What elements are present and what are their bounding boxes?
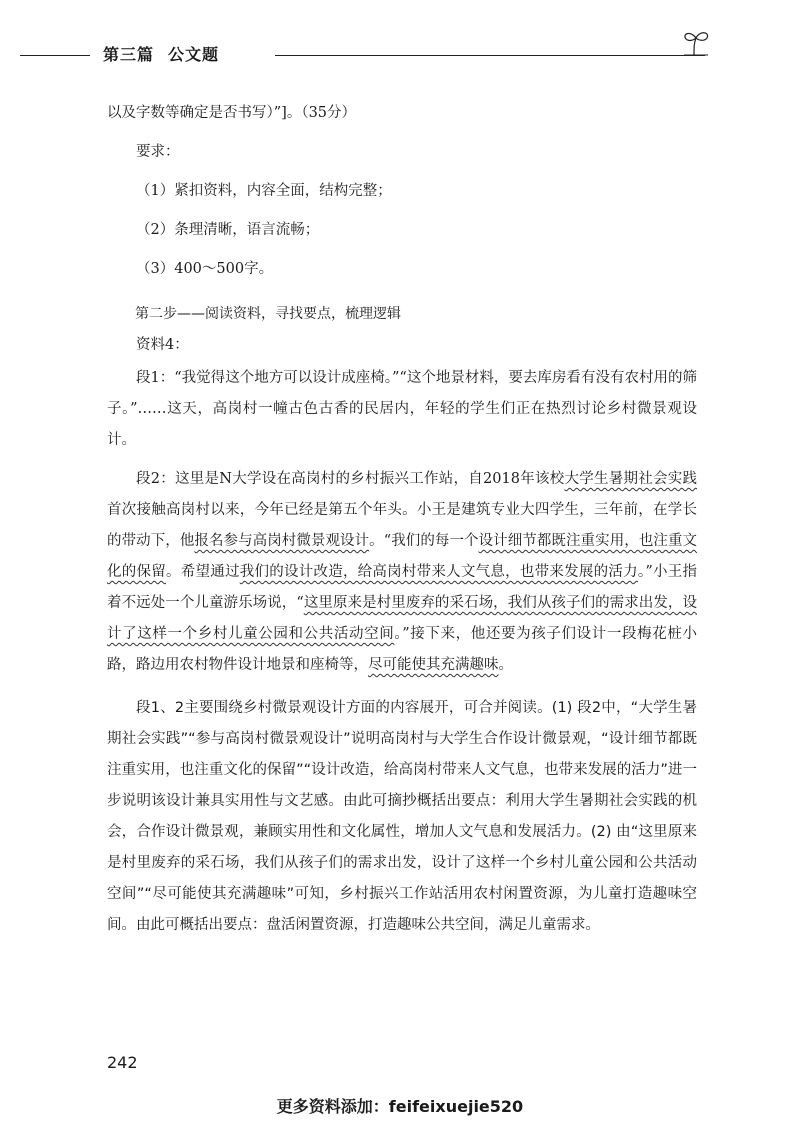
para2-underlined: 我们的设计改造，给高岗村带来人文气息，也带来发展的活力 xyxy=(239,564,638,580)
paragraph-2 xyxy=(107,464,697,681)
analysis-paragraph: 段1、2主要围绕乡村微景观设计方面的内容展开，可合并阅读。(1) 段2中，“大学生暑期社会实践”“参与高岗村微景观设计”说明高岗村与大学生合作设计微景观，“设计细节都既注重实用，也注重文化的保留”“设计改造，给高岗村带来人文气息，也带来发展的活力”进一步说明该设计兼具实用性与文艺感。由此可摘抄概括出要点：利用大学生暑期社会实践的机会，合作设计微景观，兼顾实用性和文化属性，增加人文气息和发展活力。(2) 由“这里原来是村里废弃的采石场，我们从孩子们的需求出发，设计了这样一个乡村儿童公园和公共活动空间”“尽可能使其充满趣味”可知，乡村振兴工作站活用农村闲置资源，为儿童打造趣味空间。由此可概括出要点：盘活闲置资源，打造趣味公共空间，满足儿童需求。 xyxy=(107,700,697,933)
header-title-text: 公文题 xyxy=(168,45,220,64)
sprout-icon xyxy=(680,28,714,58)
step-heading: 第二步——阅读资料，寻找要点，梳理逻辑 xyxy=(135,306,401,322)
para2-text: 。希望通过 xyxy=(165,564,240,580)
para2-text: 首次接触高岗村以来，今年已经是第五个年头。小王是建筑专业大四学生，三年前，在学长的带动下，他 xyxy=(107,502,697,549)
intro-line: 以及字数等确定是否书写）”]。（35分） xyxy=(107,105,357,121)
header-title xyxy=(103,42,219,65)
page-header xyxy=(0,0,800,80)
para2-text: 。“我们的每一个 xyxy=(369,533,479,549)
material-label: 资料4： xyxy=(136,337,189,353)
para2-underlined: 这里原来是村里废弃的采石场，我们从孩子们的需求出发，设计了这样一个乡村儿童公园和公共活动空间 xyxy=(107,595,697,642)
para2-text: 。”接下来，他还要为孩子们设计一段梅花桩小路，路边用农村物件设计地景和座椅等， xyxy=(107,626,697,673)
header-rule-right xyxy=(275,55,705,56)
footer-note: 更多资料添加：feifeixuejie520 xyxy=(276,1097,524,1116)
requirement-item: （1）紧扣资料，内容全面，结构完整； xyxy=(136,183,392,199)
para2-text: 段2：这里是N大学设在高岗村的乡村振兴工作站，自2018年该校 xyxy=(136,471,565,487)
para2-text: 。”小王指着不远处一个儿童游乐场说，“ xyxy=(107,564,698,611)
para2-underlined: 尽可能使其充满趣味 xyxy=(368,657,499,673)
header-section: 第三篇 xyxy=(103,45,155,64)
requirement-item: （3）400～500字。 xyxy=(136,261,274,277)
para2-text: 。 xyxy=(498,657,513,673)
page-content xyxy=(107,98,697,941)
header-rule-left xyxy=(20,55,90,56)
requirements-label: 要求： xyxy=(136,144,180,160)
page-number: 242 xyxy=(107,1053,138,1072)
para2-underlined: 大学生暑期社会实践 xyxy=(564,471,698,487)
para2-underlined: 设计细节都既注重实用，也注重文化的保留 xyxy=(107,533,698,580)
requirement-item: （2）条理清晰，语言流畅； xyxy=(136,222,320,238)
paragraph-1: 段1：“我觉得这个地方可以设计成座椅。”“这个地景材料，要去库房看有没有农村用的筛子。”……这天，高岗村一幢古色古香的民居内，年轻的学生们正在热烈讨论乡村微景观设计。 xyxy=(107,370,697,448)
para2-underlined: 报名参与高岗村微景观设计 xyxy=(194,533,370,549)
